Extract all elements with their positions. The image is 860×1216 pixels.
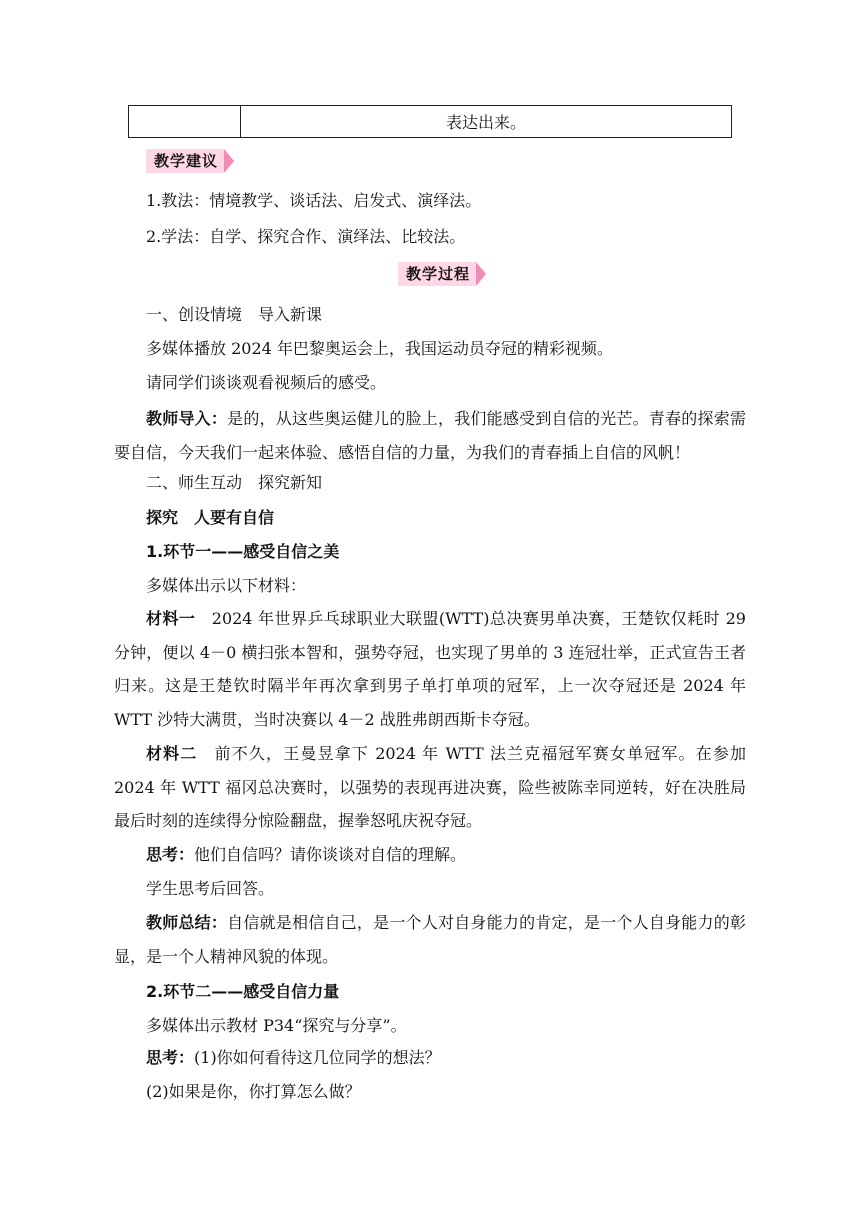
section-tag-label: 教学过程 [398,262,476,286]
step2-line: 多媒体出示教材 P34“探究与分享”。 [146,1016,407,1035]
think1-text: 他们自信吗？请你谈谈对自信的理解。 [194,845,467,864]
tag-arrow-icon [224,149,234,173]
step2-title: 2.环节二——感受自信力量 [146,982,340,1001]
intro-line: 多媒体播放 2024 年巴黎奥运会上，我国运动员夺冠的精彩视频。 [146,339,613,358]
teacher-intro-label: 教师导入： [146,409,228,428]
material1-label: 材料一 [146,609,196,628]
table-cell-right: 表达出来。 [445,113,526,132]
material2-paragraph [114,737,746,838]
teacher-summary-paragraph [114,906,746,973]
teacher-summary-label: 教师总结： [146,913,228,932]
table-cell-left [129,106,241,137]
section-tag-process [398,262,486,286]
think2-line [146,1048,441,1068]
table-row [128,105,732,138]
teaching-method: 1.教法：情境教学、谈话法、启发式、演绎法。 [146,191,482,210]
learning-method: 2.学法：自学、探究合作、演绎法、比较法。 [146,227,466,246]
teacher-intro-paragraph [114,402,746,469]
section-heading-1: 一、创设情境 导入新课 [146,305,323,324]
material1-paragraph [114,602,746,736]
student-answer: 学生思考后回答。 [146,879,275,898]
think1-line [146,845,466,865]
section-tag-suggestions [146,149,234,173]
think1-label: 思考： [146,845,195,864]
explore-title: 探究 人要有自信 [146,508,275,527]
intro-line: 请同学们谈谈观看视频后的感受。 [146,373,387,392]
think3-line: (2)如果是你，你打算怎么做？ [146,1082,361,1101]
tag-arrow-icon [476,262,486,286]
think2-label: 思考： [146,1048,195,1067]
step1-line: 多媒体出示以下材料： [146,576,307,595]
material2-label: 材料二 [146,744,198,763]
material1-text: 2024 年世界乒乓球职业大联盟(WTT)总决赛男单决赛，王楚钦仅耗时 29 分钟，便以 4－0 横扫张本智和，强势夺冠，也实现了男单的 3 连冠壮举，正式宣告王者归来。这是王楚钦时隔半年再次拿到男子单打单项的冠军，上一次夺冠还是 2024 年 WTT 沙特大满贯，当时决赛以 4－2 战胜弗朗西斯卡夺冠。 [114,609,746,729]
material2-text: 前不久，王曼昱拿下 2024 年 WTT 法兰克福冠军赛女单冠军。在参加 2024 年 WTT 福冈总决赛时，以强势的表现再进决赛，险些被陈幸同逆转，好在决胜局最后时刻的连续得分惊险翻盘，握拳怒吼庆祝夺冠。 [114,744,746,830]
step1-title: 1.环节一——感受自信之美 [146,542,340,561]
section-heading-2: 二、师生互动 探究新知 [146,473,323,492]
teacher-summary-text: 自信就是相信自己，是一个人对自身能力的肯定，是一个人自身能力的彰显，是一个人精神风貌的体现。 [114,913,746,966]
teacher-intro-text: 是的，从这些奥运健儿的脸上，我们能感受到自信的光芒。青春的探索需要自信，今天我们一起来体验、感悟自信的力量，为我们的青春插上自信的风帆！ [114,409,746,462]
think2-text: (1)你如何看待这几位同学的想法？ [194,1048,441,1067]
section-tag-label: 教学建议 [146,149,224,173]
